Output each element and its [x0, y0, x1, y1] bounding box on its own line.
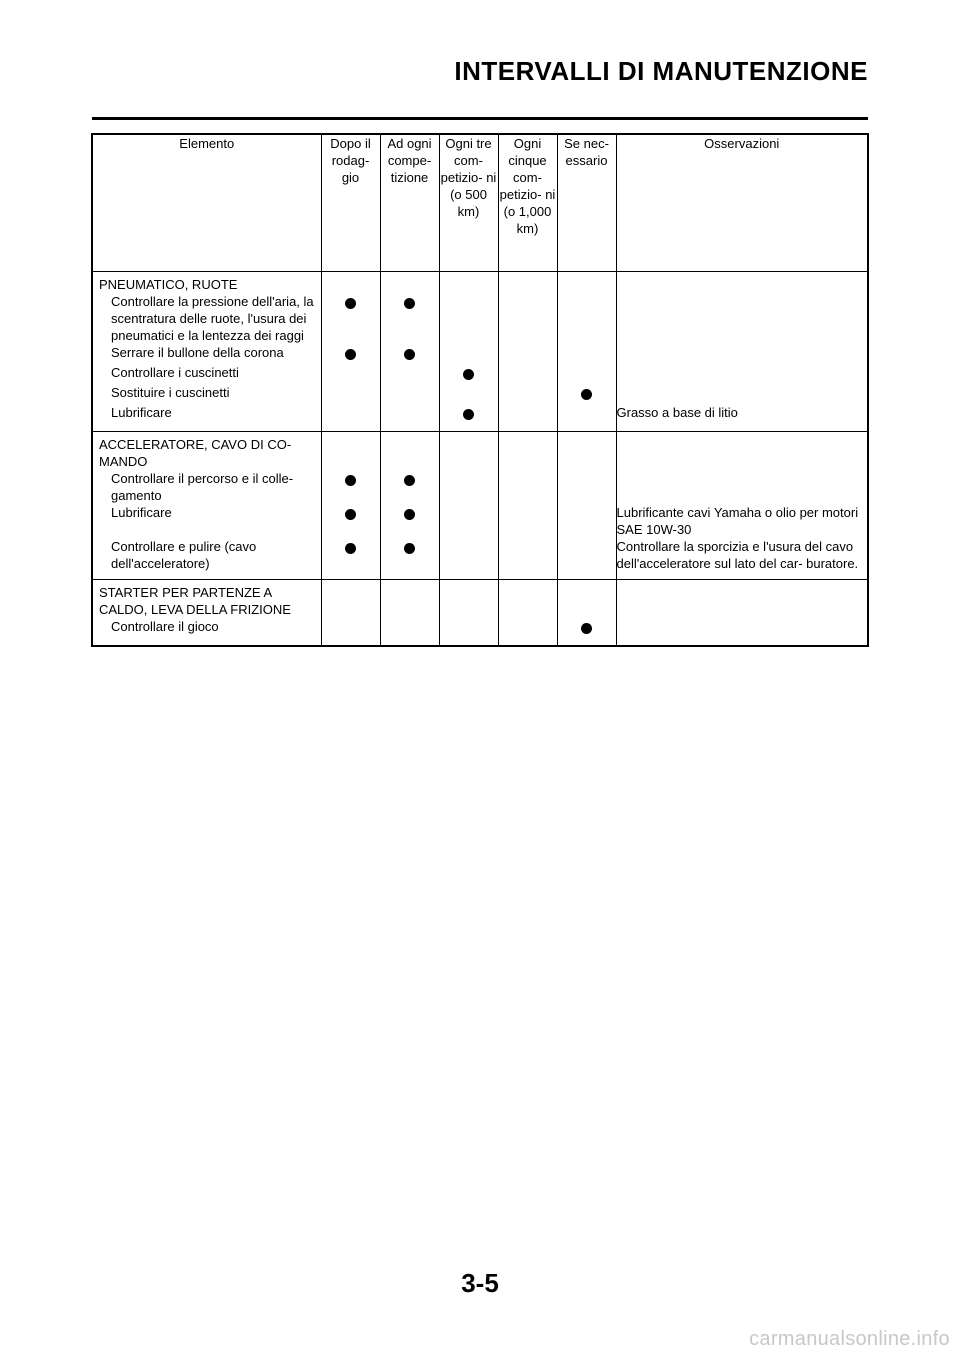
- note-cell: [616, 384, 868, 404]
- col-header-elemento: Elemento: [92, 134, 321, 272]
- interval-cell: [321, 618, 380, 646]
- empty-cell: [498, 432, 557, 471]
- interval-cell: [498, 470, 557, 504]
- empty-cell: [321, 580, 380, 619]
- empty-cell: [498, 580, 557, 619]
- interval-cell: [557, 344, 616, 364]
- col-header-dopo-rodaggio: Dopo il rodag- gio: [321, 134, 380, 272]
- interval-cell: [557, 384, 616, 404]
- empty-cell: [557, 272, 616, 294]
- page-number: 3-5: [461, 1268, 499, 1298]
- section-title: PNEUMATICO, RUOTE: [92, 272, 321, 294]
- bullet-mark-icon: [404, 543, 415, 554]
- item-label: Controllare e pulire (cavo dell'acceleratore): [92, 538, 321, 580]
- item-label: Serrare il bullone della corona: [92, 344, 321, 364]
- interval-cell: [380, 538, 439, 580]
- empty-cell: [380, 272, 439, 294]
- col-header-ogni-cinque: Ogni cinque com- petizio- ni (o 1,000 km): [498, 134, 557, 272]
- bullet-mark-icon: [345, 349, 356, 360]
- table-row: [92, 618, 868, 646]
- interval-cell: [439, 344, 498, 364]
- section-title-row: [92, 432, 868, 471]
- interval-cell: [498, 293, 557, 344]
- table-row: [92, 384, 868, 404]
- note-cell: [616, 364, 868, 384]
- bullet-mark-icon: [404, 298, 415, 309]
- empty-cell: [380, 580, 439, 619]
- table-row: [92, 344, 868, 364]
- interval-cell: [439, 504, 498, 538]
- interval-cell: [557, 538, 616, 580]
- section-title-row: [92, 272, 868, 294]
- note-cell: Controllare la sporcizia e l'usura del cavo dell'acceleratore sul lato del car- buratore.: [616, 538, 868, 580]
- interval-cell: [321, 293, 380, 344]
- bullet-mark-icon: [345, 298, 356, 309]
- page-title: INTERVALLI DI MANUTENZIONE: [454, 56, 868, 86]
- bullet-mark-icon: [345, 509, 356, 520]
- interval-cell: [498, 344, 557, 364]
- interval-cell: [321, 344, 380, 364]
- interval-cell: [380, 364, 439, 384]
- interval-cell: [380, 384, 439, 404]
- interval-cell: [380, 504, 439, 538]
- col-header-osservazioni: Osservazioni: [616, 134, 868, 272]
- empty-cell: [616, 272, 868, 294]
- col-header-ogni-competizione: Ad ogni compe- tizione: [380, 134, 439, 272]
- interval-cell: [380, 404, 439, 432]
- item-label: Controllare la pressione dell'aria, la scentratura delle ruote, l'usura dei pneumatici e la lentezza dei raggi: [92, 293, 321, 344]
- interval-cell: [439, 293, 498, 344]
- empty-cell: [557, 432, 616, 471]
- bullet-mark-icon: [581, 623, 592, 634]
- item-label: Controllare il gioco: [92, 618, 321, 646]
- empty-cell: [439, 580, 498, 619]
- note-cell: Lubrificante cavi Yamaha o olio per motori SAE 10W-30: [616, 504, 868, 538]
- interval-cell: [380, 618, 439, 646]
- interval-cell: [557, 293, 616, 344]
- table-header-row: [92, 134, 868, 272]
- item-label: Sostituire i cuscinetti: [92, 384, 321, 404]
- interval-cell: [380, 293, 439, 344]
- empty-cell: [321, 432, 380, 471]
- item-label: Controllare il percorso e il colle- gamento: [92, 470, 321, 504]
- table-row: [92, 364, 868, 384]
- empty-cell: [498, 272, 557, 294]
- interval-cell: [321, 364, 380, 384]
- empty-cell: [439, 432, 498, 471]
- watermark: carmanualsonline.info: [749, 1328, 950, 1350]
- table-section: [92, 432, 868, 580]
- interval-cell: [498, 538, 557, 580]
- interval-cell: [321, 384, 380, 404]
- interval-cell: [380, 344, 439, 364]
- interval-cell: [321, 404, 380, 432]
- bullet-mark-icon: [345, 543, 356, 554]
- empty-cell: [439, 272, 498, 294]
- table-section: [92, 580, 868, 647]
- item-label: Controllare i cuscinetti: [92, 364, 321, 384]
- interval-cell: [439, 618, 498, 646]
- interval-cell: [321, 538, 380, 580]
- bullet-mark-icon: [581, 389, 592, 400]
- bullet-mark-icon: [404, 475, 415, 486]
- section-title: ACCELERATORE, CAVO DI CO- MANDO: [92, 432, 321, 471]
- bullet-mark-icon: [463, 409, 474, 420]
- interval-cell: [498, 504, 557, 538]
- col-header-ogni-tre: Ogni tre com- petizio- ni (o 500 km): [439, 134, 498, 272]
- interval-cell: [557, 618, 616, 646]
- interval-cell: [321, 504, 380, 538]
- interval-cell: [439, 364, 498, 384]
- interval-cell: [498, 404, 557, 432]
- interval-cell: [439, 404, 498, 432]
- interval-cell: [557, 364, 616, 384]
- table-row: [92, 404, 868, 432]
- empty-cell: [380, 432, 439, 471]
- note-cell: [616, 470, 868, 504]
- interval-cell: [498, 364, 557, 384]
- bullet-mark-icon: [463, 369, 474, 380]
- empty-cell: [557, 580, 616, 619]
- table-section: [92, 272, 868, 432]
- interval-cell: [557, 404, 616, 432]
- section-title: STARTER PER PARTENZE A CALDO, LEVA DELLA FRIZIONE: [92, 580, 321, 619]
- interval-cell: [380, 470, 439, 504]
- table-row: [92, 470, 868, 504]
- note-cell: [616, 618, 868, 646]
- section-title-row: [92, 580, 868, 619]
- interval-cell: [557, 504, 616, 538]
- interval-cell: [439, 538, 498, 580]
- note-cell: [616, 344, 868, 364]
- note-cell: Grasso a base di litio: [616, 404, 868, 432]
- bullet-mark-icon: [345, 475, 356, 486]
- interval-cell: [321, 470, 380, 504]
- empty-cell: [616, 580, 868, 619]
- bullet-mark-icon: [404, 509, 415, 520]
- item-label: Lubrificare: [92, 504, 321, 538]
- interval-cell: [557, 470, 616, 504]
- table-row: [92, 538, 868, 580]
- interval-cell: [498, 618, 557, 646]
- table-row: [92, 293, 868, 344]
- empty-cell: [321, 272, 380, 294]
- item-label: Lubrificare: [92, 404, 321, 432]
- table-row: [92, 504, 868, 538]
- title-divider: [92, 117, 868, 120]
- col-header-se-necessario: Se nec- essario: [557, 134, 616, 272]
- note-cell: [616, 293, 868, 344]
- bullet-mark-icon: [404, 349, 415, 360]
- interval-cell: [439, 384, 498, 404]
- maintenance-table: [91, 133, 869, 647]
- interval-cell: [439, 470, 498, 504]
- empty-cell: [616, 432, 868, 471]
- interval-cell: [498, 384, 557, 404]
